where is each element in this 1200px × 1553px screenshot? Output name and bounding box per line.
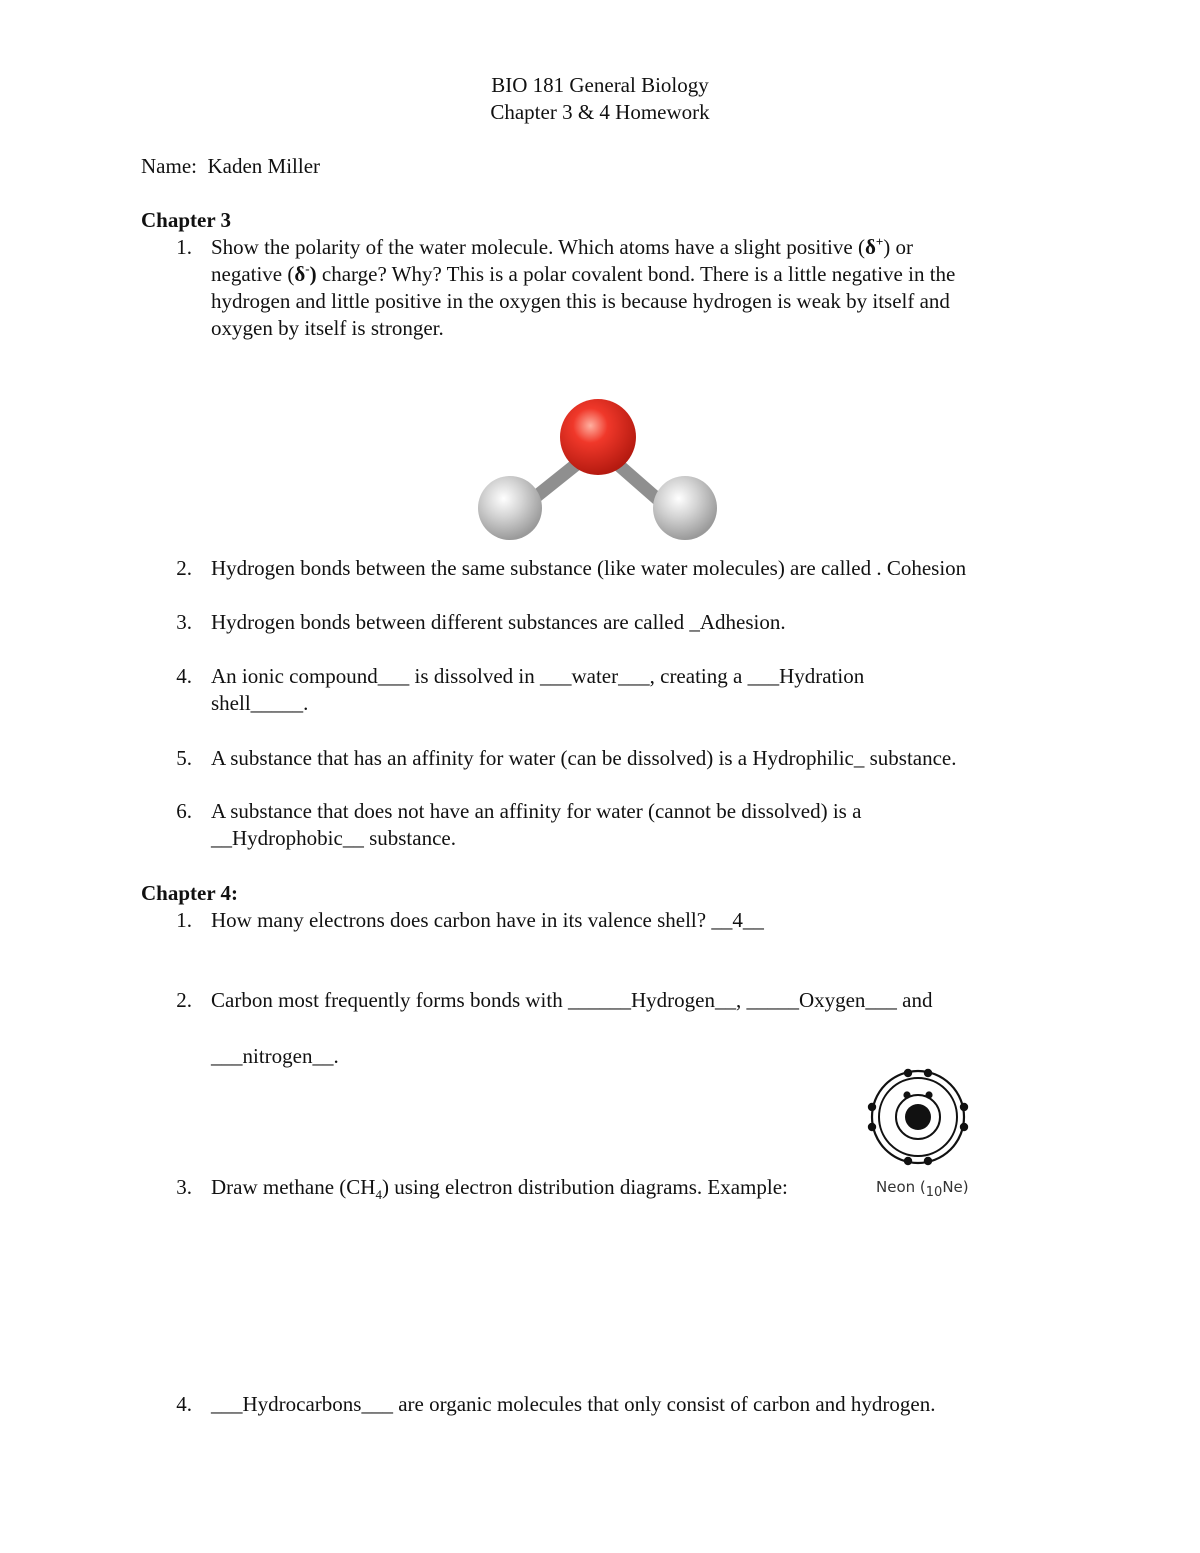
name-line: [141, 153, 320, 180]
ch4-q2-line2: ___nitrogen__.: [211, 1044, 339, 1068]
hydrogen-atom-right: [653, 476, 717, 540]
ch3-q2-number: 2.: [176, 556, 192, 580]
name-label: Name:: [141, 154, 197, 178]
electron: [924, 1157, 932, 1165]
ch3-q6-line1: A substance that does not have an affinity for water (cannot be dissolved) is a: [211, 799, 862, 823]
electron: [868, 1103, 876, 1111]
electron: [960, 1123, 968, 1131]
ch4-q3-number: 3.: [176, 1175, 192, 1199]
name-value: Kaden Miller: [207, 154, 321, 178]
ch4-q2-line1: Carbon most frequently forms bonds with ______Hydrogen__, _____Oxygen___ and: [211, 988, 933, 1012]
ch3-q5-text: A substance that has an affinity for water (can be dissolved) is a Hydrophilic_ substance.: [211, 746, 957, 770]
water-molecule-diagram: [470, 395, 730, 545]
delta-plus-symbol: δ+: [864, 234, 884, 259]
ch3-q4-line2: shell_____.: [211, 691, 309, 715]
ch3-q4-number: 4.: [176, 664, 192, 688]
ch3-q6-line2: __Hydrophobic__ substance.: [211, 826, 456, 850]
ch3-q2-text: Hydrogen bonds between the same substance (like water molecules) are called . Cohesion: [211, 556, 967, 580]
course-title: BIO 181 General Biology: [491, 73, 709, 97]
hydrogen-atom-left: [478, 476, 542, 540]
neon-label: Neon $(_{10}Ne)$: [876, 1178, 969, 1200]
nucleus: [905, 1104, 931, 1130]
electron: [903, 1091, 910, 1098]
ch3-q1-line1: Show the polarity of the water molecule. Which atoms have a slight positive (δ+) or: [211, 234, 914, 259]
ch3-q5-number: 5.: [176, 746, 192, 770]
ch4-q1-text: How many electrons does carbon have in its valence shell? __4__: [211, 908, 764, 932]
electron: [904, 1157, 912, 1165]
chapter3-heading: Chapter 3: [141, 208, 232, 232]
electron: [960, 1103, 968, 1111]
electron: [925, 1091, 932, 1098]
ch3-q1-text: [211, 234, 1091, 342]
ch3-q6-text: [211, 798, 1091, 852]
delta-minus-symbol: δ-): [294, 261, 317, 286]
ch4-q2-number: 2.: [176, 988, 192, 1012]
ch3-q1-line3: hydrogen and little positive in the oxygen this is because hydrogen is weak by itself and: [211, 289, 950, 313]
ch4-q4-number: 4.: [176, 1392, 192, 1416]
ch4-q4-text: ___Hydrocarbons___ are organic molecules that only consist of carbon and hydrogen.: [211, 1392, 936, 1416]
ch4-q1-number: 1.: [176, 908, 192, 932]
electron: [924, 1069, 932, 1077]
electron: [868, 1123, 876, 1131]
assignment-title: Chapter 3 & 4 Homework: [490, 100, 710, 124]
ch3-q6-number: 6.: [176, 799, 192, 823]
ch3-q1-line4: oxygen by itself is stronger.: [211, 316, 444, 340]
ch3-q1-line2: negative (δ-) charge? Why? This is a polar covalent bond. There is a little negative in the: [211, 261, 956, 286]
oxygen-atom: [560, 399, 636, 475]
ch3-q4-line1: An ionic compound___ is dissolved in ___water___, creating a ___Hydration: [211, 664, 865, 688]
ch3-q3-number: 3.: [176, 610, 192, 634]
chapter4-heading: Chapter 4:: [141, 881, 239, 905]
neon-electron-diagram: [862, 1065, 974, 1169]
ch4-q3-text: Draw methane $(CH_4)$ using electron distribution diagrams. Example:: [211, 1175, 788, 1203]
ch3-q1-number: 1.: [176, 235, 192, 259]
ch3-q3-text: Hydrogen bonds between different substances are called _Adhesion.: [211, 610, 786, 634]
electron: [904, 1069, 912, 1077]
ch3-q4-text: [211, 663, 1091, 717]
